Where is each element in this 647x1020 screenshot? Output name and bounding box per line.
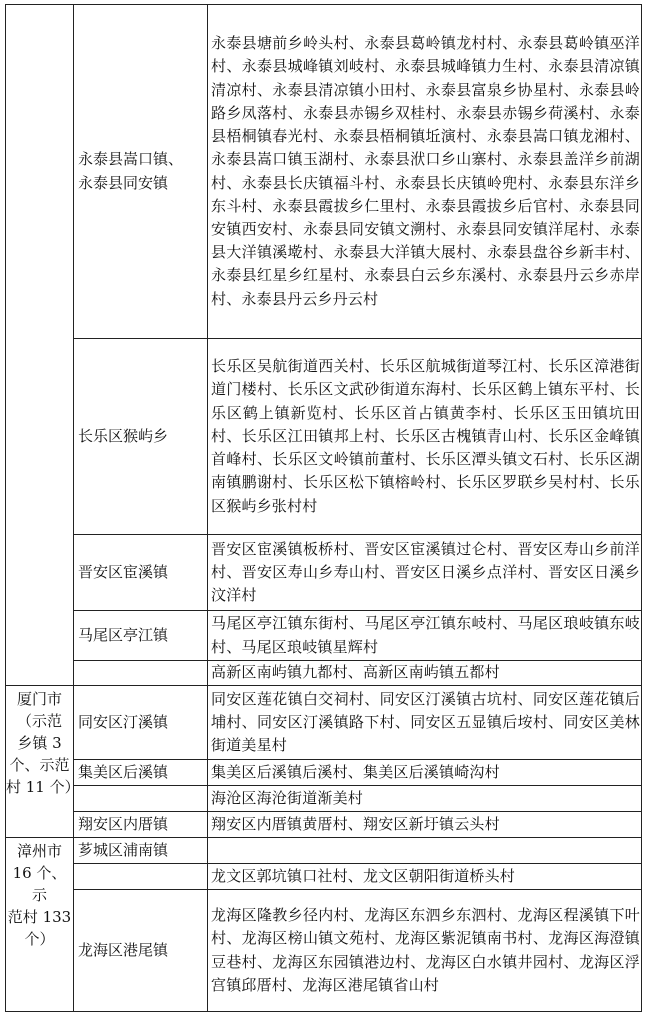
table-row <box>6 864 642 890</box>
town-cell <box>74 661 208 686</box>
town-cell: 龙海区港尾镇 <box>74 890 208 1012</box>
town-cell <box>74 864 208 890</box>
table-row <box>6 890 642 1012</box>
villages-cell: 集美区后溪镇后溪村、集美区后溪镇崎沟村 <box>208 760 642 786</box>
table-row <box>6 535 642 611</box>
villages-cell: 翔安区内厝镇黄厝村、翔安区新圩镇云头村 <box>208 812 642 838</box>
city-cell-fuzhou <box>6 5 74 686</box>
table-row <box>6 838 642 864</box>
villages-cell: 高新区南屿镇九都村、高新区南屿镇五都村 <box>208 661 642 686</box>
villages-cell: 马尾区亭江镇东街村、马尾区亭江镇东岐村、马尾区琅岐镇东岐村、马尾区琅岐镇星辉村 <box>208 611 642 661</box>
town-cell: 同安区汀溪镇 <box>74 686 208 760</box>
villages-cell: 龙海区隆教乡径内村、龙海区东泗乡东泗村、龙海区程溪镇下叶村、龙海区榜山镇文苑村、龙海区紫泥镇南书村、龙海区海澄镇豆巷村、龙海区东园镇港边村、龙海区白水镇井园村、龙海区浮宫镇邱厝村、龙海区港尾镇省山村 <box>208 890 642 1012</box>
town-cell: 晋安区宦溪镇 <box>74 535 208 611</box>
city-cell-xiamen: 厦门市 （示范 乡镇 3 个、示范 村 11 个） <box>6 686 74 838</box>
town-cell: 芗城区浦南镇 <box>74 838 208 864</box>
villages-cell: 海沧区海沧街道渐美村 <box>208 786 642 812</box>
villages-cell: 同安区莲花镇白交祠村、同安区汀溪镇古坑村、同安区莲花镇后埔村、同安区汀溪镇路下村、同安区五显镇后垵村、同安区美林街道美星村 <box>208 686 642 760</box>
table-row <box>6 661 642 686</box>
table-row <box>6 786 642 812</box>
town-cell: 永泰县嵩口镇、 永泰县同安镇 <box>74 5 208 339</box>
table-row <box>6 339 642 535</box>
town-cell: 马尾区亭江镇 <box>74 611 208 661</box>
town-cell: 集美区后溪镇 <box>74 760 208 786</box>
table-row <box>6 812 642 838</box>
villages-cell: 晋安区宦溪镇板桥村、晋安区宦溪镇过仑村、晋安区寿山乡前洋村、晋安区寿山乡寿山村、晋安区日溪乡点洋村、晋安区日溪乡汶洋村 <box>208 535 642 611</box>
table-row <box>6 686 642 760</box>
table-row <box>6 760 642 786</box>
villages-cell: 永泰县塘前乡岭头村、永泰县葛岭镇龙村村、永泰县葛岭镇巫洋村、永泰县城峰镇刘岐村、永泰县城峰镇力生村、永泰县清凉镇清凉村、永泰县清凉镇小田村、永泰县富泉乡协星村、永泰县岭路乡凤落村、永泰县赤锡乡双桂村、永泰县赤锡乡荷溪村、永泰县梧桐镇春光村、永泰县梧桐镇坵演村、永泰县嵩口镇龙湘村、永泰县嵩口镇玉湖村、永泰县洑口乡山寨村、永泰县盖洋乡前湖村、永泰县长庆镇福斗村、永泰县长庆镇岭兜村、永泰县东洋乡东斗村、永泰县霞拔乡仁里村、永泰县霞拔乡后官村、永泰县同安镇西安村、永泰县同安镇文溯村、永泰县同安镇洋尾村、永泰县大洋镇溪墘村、永泰县大洋镇大展村、永泰县盘谷乡新丰村、永泰县红星乡红星村、永泰县白云乡东溪村、永泰县丹云乡赤岸村、永泰县丹云乡丹云村 <box>208 5 642 339</box>
villages-cell: 长乐区吴航街道西关村、长乐区航城街道琴江村、长乐区漳港街道门楼村、长乐区文武砂街道东海村、长乐区鹤上镇东平村、长乐区鹤上镇新览村、长乐区首占镇黄李村、长乐区玉田镇坑田村、长乐区江田镇邦上村、长乐区古槐镇青山村、长乐区金峰镇首峰村、长乐区文岭镇前董村、长乐区潭头镇文石村、长乐区湖南镇鹏谢村、长乐区松下镇榕岭村、长乐区罗联乡吴村村、长乐区猴屿乡张村村 <box>208 339 642 535</box>
villages-cell: 龙文区郭坑镇口社村、龙文区朝阳街道桥头村 <box>208 864 642 890</box>
table-row <box>6 5 642 339</box>
villages-cell <box>208 838 642 864</box>
table-row <box>6 611 642 661</box>
town-cell: 翔安区内厝镇 <box>74 812 208 838</box>
demonstration-village-table <box>5 4 642 1012</box>
city-cell-zhangzhou: 漳州市 16 个、示 范村 133 个） <box>6 838 74 1012</box>
town-cell: 长乐区猴屿乡 <box>74 339 208 535</box>
town-cell <box>74 786 208 812</box>
